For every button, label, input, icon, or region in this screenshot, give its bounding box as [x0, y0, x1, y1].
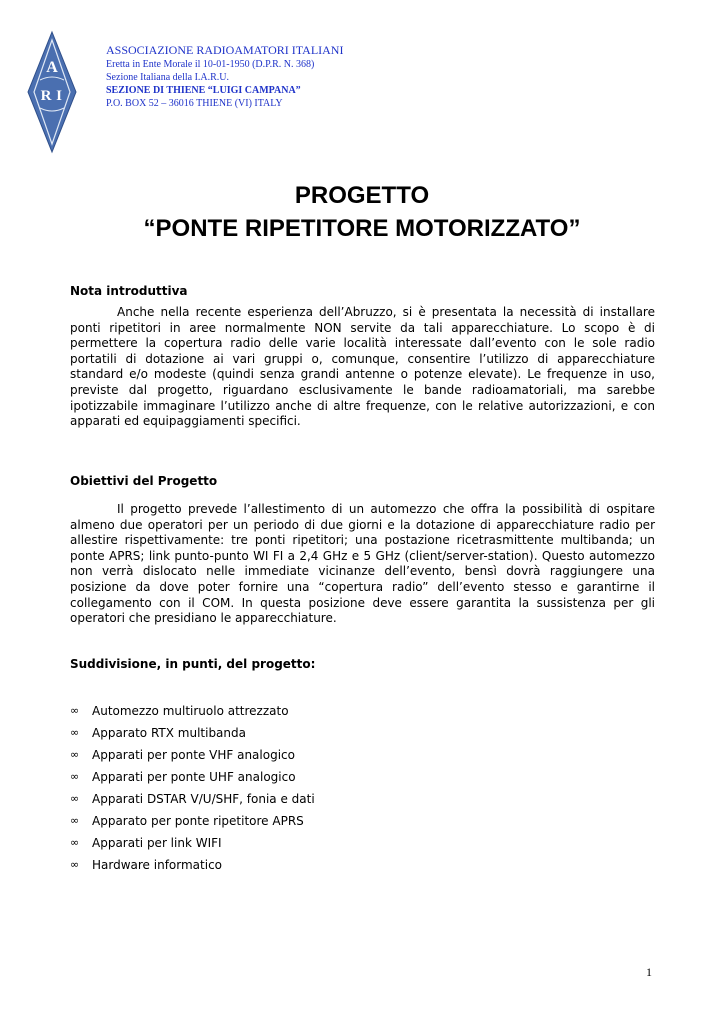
title-line-1: PROGETTO — [294, 182, 430, 209]
postal-address: P.O. BOX 52 – 36016 THIENE (VI) ITALY — [106, 98, 283, 109]
bullet-infinity-icon: ∞ — [70, 836, 80, 849]
list-item-label: Apparato RTX multibanda — [92, 726, 246, 740]
breakdown-heading: Suddivisione, in punti, del progetto: — [70, 657, 316, 671]
section-name: SEZIONE DI THIENE “LUIGI CAMPANA” — [106, 85, 301, 96]
bullet-infinity-icon: ∞ — [70, 792, 80, 805]
bullet-infinity-icon: ∞ — [70, 726, 80, 739]
bullet-infinity-icon: ∞ — [70, 704, 80, 717]
title-line-2: “PONTE RIPETITORE MOTORIZZATO” — [143, 215, 581, 242]
association-iaru: Sezione Italiana della I.A.R.U. — [106, 72, 230, 83]
list-item-label: Hardware informatico — [92, 858, 223, 872]
list-item-label: Apparati per link WIFI — [92, 836, 222, 850]
list-item-label: Apparati per ponte VHF analogico — [92, 748, 295, 762]
list-item-label: Automezzo multiruolo attrezzato — [92, 704, 289, 718]
bullet-infinity-icon: ∞ — [70, 814, 80, 827]
list-item-label: Apparato per ponte ripetitore APRS — [92, 814, 304, 828]
association-header — [106, 42, 406, 110]
goals-heading: Obiettivi del Progetto — [70, 474, 218, 488]
association-name: ASSOCIAZIONE RADIOAMATORI ITALIANI — [106, 43, 344, 57]
list-item-label: Apparati DSTAR V/U/SHF, fonia e dati — [92, 792, 315, 806]
intro-heading: Nota introduttiva — [70, 284, 188, 298]
goals-paragraph — [70, 502, 655, 627]
bullet-infinity-icon: ∞ — [70, 858, 80, 871]
intro-paragraph — [70, 305, 655, 430]
logo-letter-r: R — [40, 88, 52, 104]
ari-diamond-emblem — [26, 30, 78, 154]
bullet-infinity-icon: ∞ — [70, 748, 80, 761]
page-number: 1 — [646, 965, 652, 979]
intro-body: Anche nella recente esperienza dell’Abruzzo, si è presentata la necessità di installare ponti ripetitori in aree normalmente NON servite da tali apparecchiature. Lo scopo è di permettere la copertura radio delle varie località interessate dall’evento con le sole radio portatili di dotazione ai vari gruppi o, comunque, consentire l’utilizzo di apparecchiature standard e/o modeste (quindi senza grandi antenne o potenze elevate). Le frequenze in uso, previste dal progetto, riguardano esclusivamente le bande radioamatoriali, ma sarebbe ipotizzabile immaginare l’utilizzo anche di altre frequenze, con le relative autorizzazioni, e con apparati ed equipaggiamenti specifici. — [70, 305, 655, 429]
document-title — [0, 179, 724, 245]
bullet-infinity-icon: ∞ — [70, 770, 80, 783]
list-item-label: Apparati per ponte UHF analogico — [92, 770, 296, 784]
ari-logo — [26, 30, 78, 154]
logo-letter-a: A — [46, 59, 58, 76]
logo-letter-i: I — [56, 88, 62, 104]
goals-body: Il progetto prevede l’allestimento di un automezzo che offra la possibilità di ospitare almeno due operatori per un periodo di due giorni e la dotazione di apparecchiature radio per allestire rispettivamente: tre ponti ripetitori; una postazione ricetrasmittente multibanda; un ponte APRS; link punto-punto WI FI a 2,4 GHz e 5 GHz (client/server-station). Questo automezzo non verrà dislocato nelle immediate vicinanze dell’evento, bensì dovrà raggiungere una posizione da dove poter fornire una “copertura radio” dell’evento stesso e garantirne il collegamento con il COM. In questa posizione deve essere garantita la sussistenza per gli operatori che presidiano le apparecchiature. — [70, 502, 655, 626]
association-decree: Eretta in Ente Morale il 10-01-1950 (D.P.R. N. 368) — [106, 59, 315, 70]
